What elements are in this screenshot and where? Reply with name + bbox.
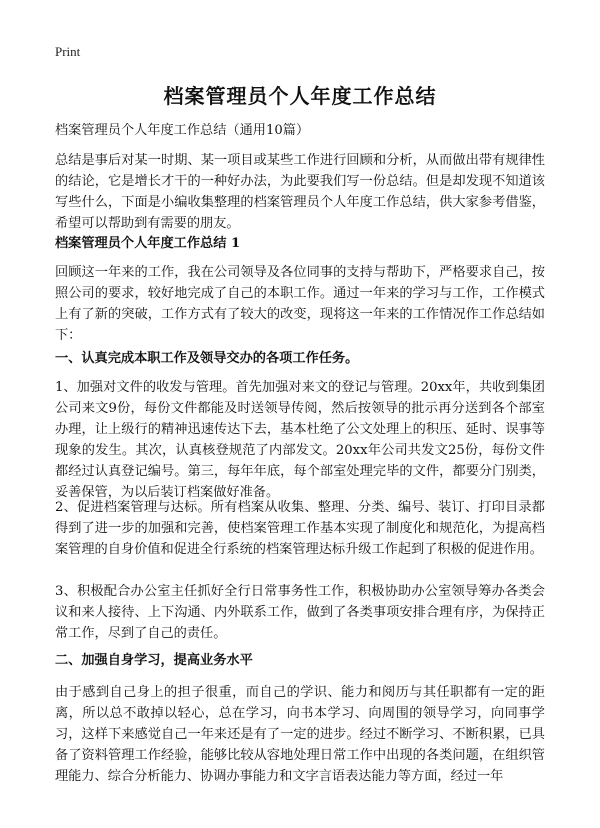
- body-paragraph-1: 回顾这一年来的工作，我在公司领导及各位同事的支持与帮助下，严格要求自己，按照公司的要求，较好地完成了自己的本职工作。通过一年来的学习与工作，工作模式上有了新的突破，工作方式有了较大的改变，现将这一年来的工作情况作工作总结如下：: [55, 265, 545, 343]
- report-heading: 档案管理员个人年度工作总结 1: [55, 236, 241, 251]
- section-heading-2: 二、加强自身学习，提高业务水平: [55, 653, 253, 668]
- section-heading-1: 一、认真完成本职工作及领导交办的各项工作任务。: [55, 351, 359, 366]
- document-title: 档案管理员个人年度工作总结: [163, 84, 437, 108]
- body-paragraph-2: 由于感到自己身上的担子很重，而自己的学识、能力和阅历与其任职都有一定的距离，所以总不敢掉以轻心，总在学习，向书本学习、向周围的领导学习，向同事学习，这样下来感觉自己一年来还是有了一定的进步。经过不断学习、不断积累，已具备了资料管理工作经验，能够比较从容地处理日常工作中出现的各类问题，在组织管理能力、综合分析能力、协调办事能力和文字言语表达能力等方面，经过一年: [55, 685, 545, 784]
- print-link[interactable]: Print: [55, 44, 81, 59]
- list-item-3: 3、积极配合办公室主任抓好全行日常事务性工作，积极协助办公室领导筹办各类会议和来人接待、上下沟通、内外联系工作，做到了各类事项安排合理有序，为保持正常工作，尽到了自己的责任。: [55, 584, 545, 641]
- document-subtitle: 档案管理员个人年度工作总结（通用10篇）: [55, 123, 310, 138]
- intro-paragraph: 总结是事后对某一时期、某一项目或某些工作进行回顾和分析，从而做出带有规律性的结论，它是增长才干的一种好办法，为此要我们写一份总结。但是却发现不知道该写些什么，下面是小编收集整理的档案管理员个人年度工作总结，供大家参考借鉴，希望可以帮助到有需要的朋友。: [55, 153, 545, 231]
- list-item-1: 1、加强对文件的收发与管理。首先加强对来文的登记与管理。20xx年，共收到集团公司来文9份，每份文件都能及时送领导传阅，然后按领导的批示再分送到各个部室办理，让上级行的精神迅速传达下去，基本杜绝了公文处理上的积压、延时、误事等现象的发生。其次，认真核登规范了内部发文。20xx年公司共发文25份，每份文件都经过认真登记编号。第三，每年年底，每个部室处理完毕的文件，都要分门别类，妥善保管，为以后装订档案做好准备。: [55, 380, 545, 500]
- list-item-2: 2、促进档案管理与达标。所有档案从收集、整理、分类、编号、装订、打印目录都得到了进一步的加强和完善，使档案管理工作基本实现了制度化和规范化，为提高档案管理的自身价值和促进全行系统的档案管理达标升级工作起到了积极的促进作用。: [55, 500, 545, 557]
